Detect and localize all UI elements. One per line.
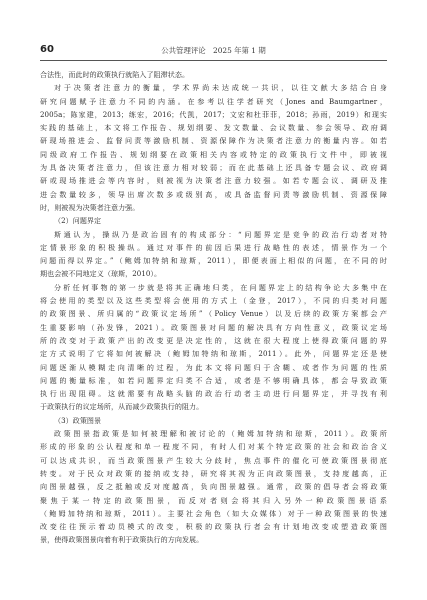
text-line: 改变往往预示着动员模式的改变，积极的政策执行者会有计划地改变或塑造政策图	[40, 522, 387, 532]
text-line: 合法性，而此时的政策执行就陷入了阻滞状态。	[40, 70, 190, 79]
text-line: 执行出现阻碍。这就需要有战略头脑的政治行动者主动进行问题界定，并寻找有利	[40, 389, 387, 399]
section-heading: （3）政策图景	[54, 415, 102, 425]
text-line: 时，则被视为决策者注意力强。	[40, 202, 140, 212]
text-line: 同级政府工作报告、规划纲要在政策相关内容或特定的政策执行文件中，即被视	[40, 149, 387, 159]
header-rule	[40, 60, 387, 61]
text-line: 定方式说明了它将如何被解决（鲍姆加特纳和琼斯，2011）。此外，问题界定还是使	[40, 349, 387, 359]
body-text	[40, 68, 387, 547]
text-line: 景，使得政策图景向着有利于政策执行的方向发展。	[40, 535, 204, 545]
text-line: 期也会被不同地定义（琼斯，2010）。	[40, 269, 162, 279]
section-heading: （2）问题界定	[54, 216, 102, 226]
text-line: 进会数量较多，领导出席次数多或级别高，或具备监督问责等激励机制、资源保障	[40, 189, 387, 199]
text-line: 的政策图景、所归属的“政策议定场所”（Policy Venue）以及后续的政策方案都会产	[40, 309, 387, 319]
text-line: 斯通认为，操纵乃是政治固有的构成部分：“问题界定是竞争的政治行动者对特	[54, 229, 387, 239]
text-line: 分析任何事物的第一步就是将其正确地归类，在问题界定上的结构争论大多集中在	[54, 282, 387, 292]
text-line: 对于决策者注意力的衡量，学术界尚未达成统一共识，以往文献大多结合自身	[54, 83, 387, 93]
text-line: 政策图景指政策是如何被理解和被讨论的（鲍姆加特纳和琼斯，2011）。政策所	[54, 429, 387, 439]
text-line: （鲍姆加特纳和琼斯，2011）。主要社会角色（如大众媒体）对于一种政策图景的快速	[40, 508, 387, 518]
text-line: 可以达成共识，而当政策图景产生较大分歧时，焦点事件的催化可使政策图景彻底	[40, 455, 387, 465]
text-line: 问题逐渐从模糊走向清晰的过程，为此本文将问题归于含糊、或者作为问题的性质	[40, 362, 387, 372]
journal-title: 公共管理评论 2025 年第 1 期	[161, 46, 266, 55]
running-header	[40, 44, 387, 60]
text-line: 研或现场推进会等内容时，则被视为决策者注意力较强。如若专题会议、调研及推	[40, 176, 387, 186]
text-line: 于政策执行的议定场所，从而减少政策执行的阻力。	[40, 402, 204, 412]
text-line: 向图景越强，反之抵触或反对度越高，负向图景越强。通常，政策的倡导者会将政策	[40, 482, 387, 492]
text-line: 形成的形象的公认程度和单一程度不同，有时人们对某个特定政策的社会和政治含义	[40, 442, 387, 452]
text-line: 2005a；陈家建，2013；练宏，2016；代凯，2017；文宏和杜菲菲，2018；孙雨，2019）和现实	[40, 109, 387, 119]
text-line: 问题而得以界定。”（鲍姆加特纳和琼斯，2011），即便表面上相似的问题，在不同的时	[40, 256, 387, 266]
text-line: 研现场推进会、监督问责等激励机制、资源保障作为决策者注意力的衡量内容。如若	[40, 136, 387, 146]
text-line: 所的改变对于政策产出的改变更是决定性的，这就在很大程度上使得政策问题的界	[40, 335, 387, 345]
text-line: 生重要影响（孙发锋，2021）。政策图景对问题的解决具有方向性意义，政策议定场	[40, 322, 387, 332]
page-number: 60	[40, 44, 54, 55]
text-line: 研究问题赋予注意力不同的内涵。在参考以往学者研究（Jones and Baumgartner，	[40, 96, 387, 106]
text-line: 转变。对于民众对政策的接纳或支持，研究将其视为正向政策图景，支持度越高，正	[40, 468, 387, 478]
text-line: 问题的衡量标准，如若问题界定归类不合适，或者是不够明确具体，都会导致政策	[40, 375, 387, 385]
text-line: 为具备决策者注意力，但该注意力相对较弱；而在此基础上还具备专题会议、政府调	[40, 163, 387, 173]
text-line: 聚焦于某一特定的政策图景，而反对者则会将其归入另外一种政策图景语系	[40, 495, 387, 505]
text-line: 实践的基础上，本文将工作报告、规划纲要、发文数量、会议数量、参会领导、政府调	[40, 123, 387, 133]
text-line: 将会使用的类型以及这些类型将会使用的方式上（金登，2017），不同的归类对问题	[40, 296, 387, 306]
text-line: 定情景形象的积极操纵。通过对事件的前因后果进行战略性的表述，情景作为一个	[40, 242, 387, 252]
